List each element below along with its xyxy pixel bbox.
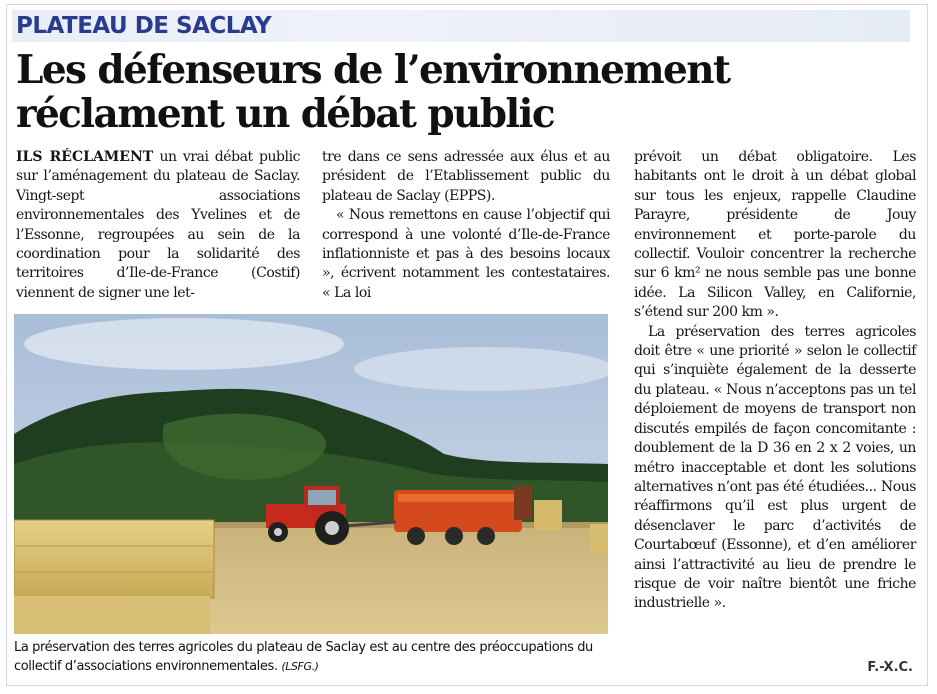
article-lead-in: ILS RÉCLAMENT [16,149,154,165]
headline-line-1: Les défenseurs de l’environnement [16,47,730,93]
article-paragraph: ILS RÉCLAMENT un vrai débat public sur l’aménagement du plateau de Saclay. Vingt-sept associations environnementales des Yvelines et de l’Essonne, regroupées au sein de la coordination pour la solidarité des territoires d’Ile-de-France (Costif) viennent de signer une let- [16,149,300,301]
headline-line-2: réclament un débat public [16,91,554,137]
article-paragraph: La préservation des terres agricoles doit être « une priorité » selon le collectif qui s’inquiète également de la desserte du plateau. « Nous n’acceptons pas un tel déploiement de moyens de transport non discutés empilés de façon concomitante : doublement de la D 36 en 2 x 2 voies, un métro inacceptable et dont les solutions alternatives n’ont pas été étudiées... Nous réaffirmons qu’il est plus urgent de désenclaver le parc d’activités de Courtabœuf (Essonne), et d’en améliorer ainsi l’attractivité au lieu de prendre le risque de voir naître bientôt une friche industrielle ». [634,323,916,612]
headline [16,48,916,136]
author-signature: F.-X.C. [867,660,913,675]
article-column-3 [634,148,916,614]
article-column-1 [16,148,300,303]
section-rubric: PLATEAU DE SACLAY [16,13,272,39]
photo-caption-text: La préservation des terres agricoles du plateau de Saclay est au centre des préoccupations du collectif d’associations environnementales. [14,640,593,674]
article-column-2 [322,148,610,303]
article-paragraph: prévoit un débat obligatoire. Les habitants ont le droit à un débat global sur tous les enjeux, rappelle Claudine Parayre, présidente de Jouy environnement et porte-parole du collectif. Vouloir concentrer la recherche sur 6 km² ne nous semble pas une bonne idée. La Silicon Valley, en Californie, s’étend sur 200 km ». [634,149,916,321]
photo-caption [14,638,614,676]
photo-credit: (LSFG.) [281,660,319,673]
article-photo [14,314,608,634]
article-paragraph: tre dans ce sens adressée aux élus et au président de l’Etablissement public du plateau de Saclay (EPPS). [322,149,610,204]
tractor-baler-field-image [14,314,608,634]
article-paragraph: « Nous remettons en cause l’objectif qui correspond à une volonté d’Ile-de-France inflationniste et pas à des besoins locaux », écrivent notamment les contestataires. « La loi [322,207,610,301]
